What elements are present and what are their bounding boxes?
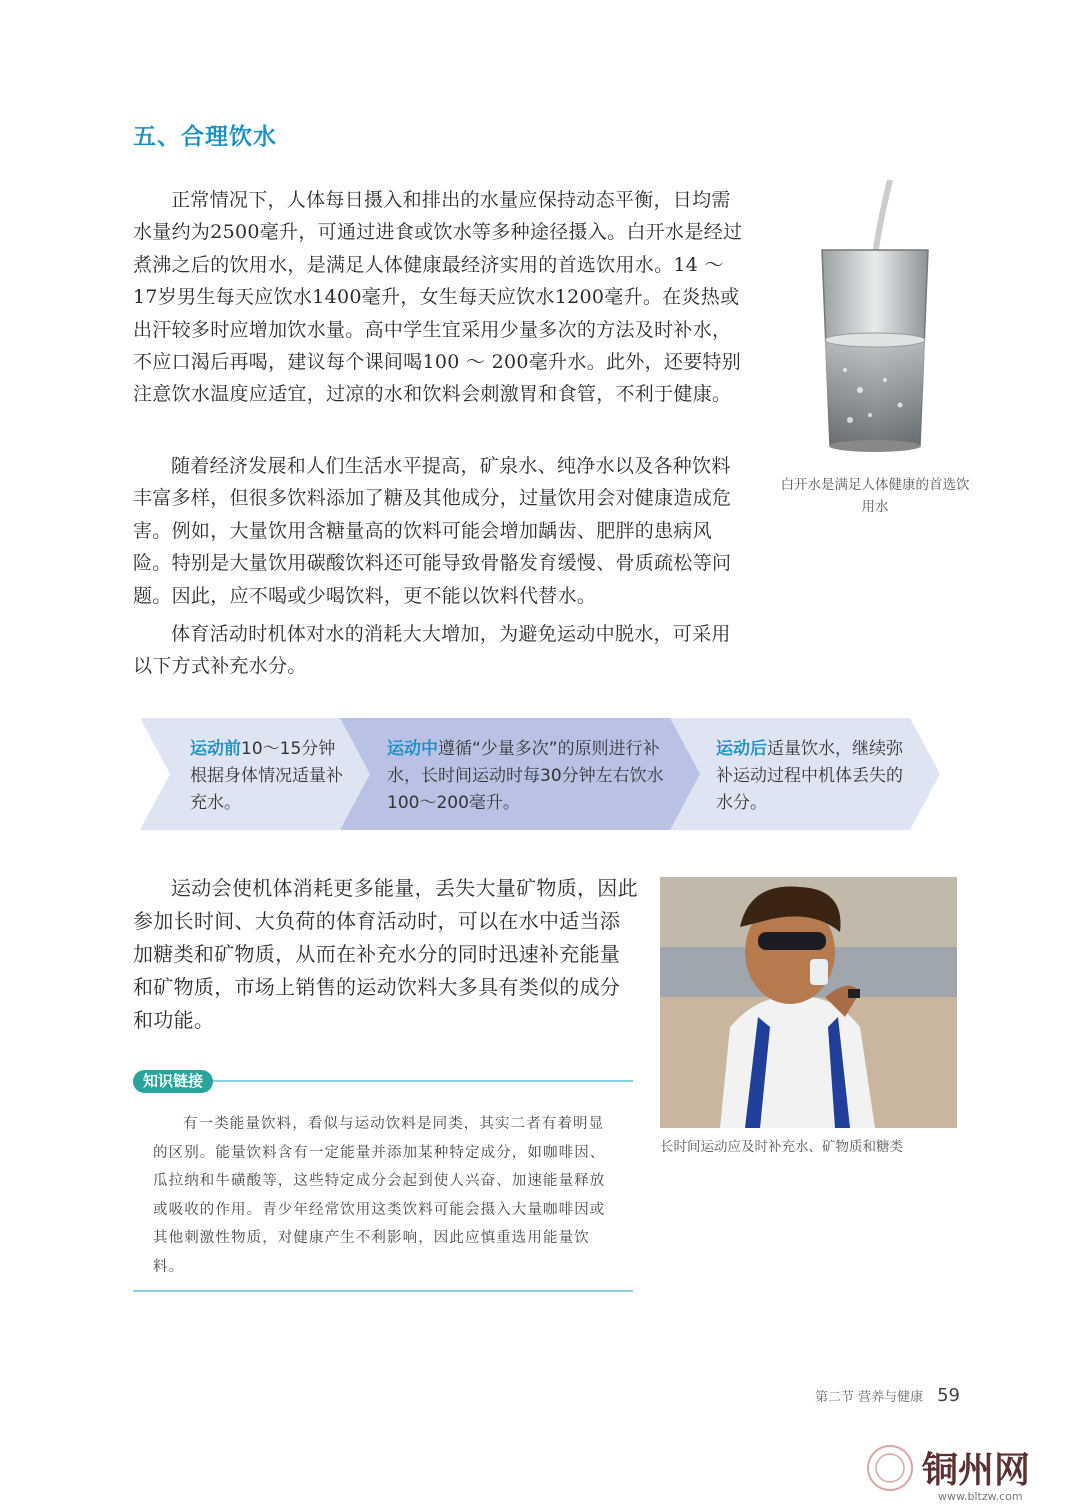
paragraph-exercise-intro: 体育活动时机体对水的消耗大大增加，为避免运动中脱水，可采用以下方式补充水分。 <box>133 623 731 678</box>
page-number: 59 <box>937 1385 960 1406</box>
glass-caption: 白开水是满足人体健康的首选饮用水 <box>780 477 970 515</box>
flow-step-keyword: 运动后 <box>716 739 767 759</box>
water-glass-image <box>805 180 945 470</box>
section-heading: 五、合理饮水 <box>133 124 277 150</box>
flow-step-text: 10～15分钟根据身体情况适量补充水。 <box>190 739 343 813</box>
runner-caption: 长时间运动应及时补充水、矿物质和糖类 <box>660 1139 903 1155</box>
page-footer <box>815 1385 960 1406</box>
knowledge-link-bottom-rule <box>133 1290 633 1292</box>
watermark-text: 铜州网 <box>922 1449 1031 1491</box>
paragraph-daily-water: 正常情况下，人体每日摄入和排出的水量应保持动态平衡，日均需水量约为2500毫升，可通过进食或饮水等多种途径摄入。白开水是经过煮沸之后的饮用水，是满足人体健康最经济实用的首选饮用水。14 ～ 17岁男生每天应饮水1400毫升，女生每天应饮水1200毫升。在炎热或出汗较多时应增加饮水量。高中学生宜采用少量多次的方法及时补水，不应口渴后再喝，建议每个课间喝100 ～ 200毫升水。此外，还要特别注意饮水温度应适宜，过凉的水和饮料会刺激胃和食管，不利于健康。 <box>133 189 743 406</box>
paragraph-sports-drinks: 运动会使机体消耗更多能量，丢失大量矿物质，因此参加长时间、大负荷的体育活动时，可以在水中适当添加糖类和矿物质，从而在补充水分的同时迅速补充能量和矿物质，市场上销售的运动饮料大多具有类似的成分和功能。 <box>133 876 638 1032</box>
knowledge-link-body: 有一类能量饮料，看似与运动饮料是同类，其实二者有着明显的区别。能量饮料含有一定能量并添加某种特定成分，如咖啡因、瓜拉纳和牛磺酸等，这些特定成分会起到使人兴奋、加速能量释放或吸收的作用。青少年经常饮用这类饮料可能会摄入大量咖啡因或其他刺激性物质，对健康产生不利影响，因此应慎重选用能量饮料。 <box>153 1116 606 1275</box>
flow-step-text: 适量饮水，继续弥补运动过程中机体丢失的水分。 <box>716 739 903 813</box>
flow-step-keyword: 运动中 <box>387 739 438 759</box>
flow-step-before <box>190 736 350 817</box>
paragraph-beverages: 随着经济发展和人们生活水平提高，矿泉水、纯净水以及各种饮料丰富多样，但很多饮料添加了糖及其他成分，过量饮用会对健康造成危害。例如，大量饮用含糖量高的饮料可能会增加龋齿、肥胖的患病风险。特别是大量饮用碳酸饮料还可能导致骨骼发育缓慢、骨质疏松等问题。因此，应不喝或少喝饮料，更不能以饮料代替水。 <box>133 455 732 607</box>
flow-step-text: 遵循“少量多次”的原则进行补水，长时间运动时每30分钟左右饮水100～200毫升。 <box>387 739 664 813</box>
flow-step-after <box>716 736 916 817</box>
runner-drinking-image <box>660 877 957 1128</box>
flow-step-during <box>387 736 677 817</box>
flow-step-keyword: 运动前 <box>190 739 241 759</box>
watermark-url: www.bltzw.com <box>938 1490 1023 1503</box>
footer-section: 第二节 营养与健康 <box>814 1390 924 1405</box>
knowledge-link-tag: 知识链接 <box>133 1070 213 1093</box>
